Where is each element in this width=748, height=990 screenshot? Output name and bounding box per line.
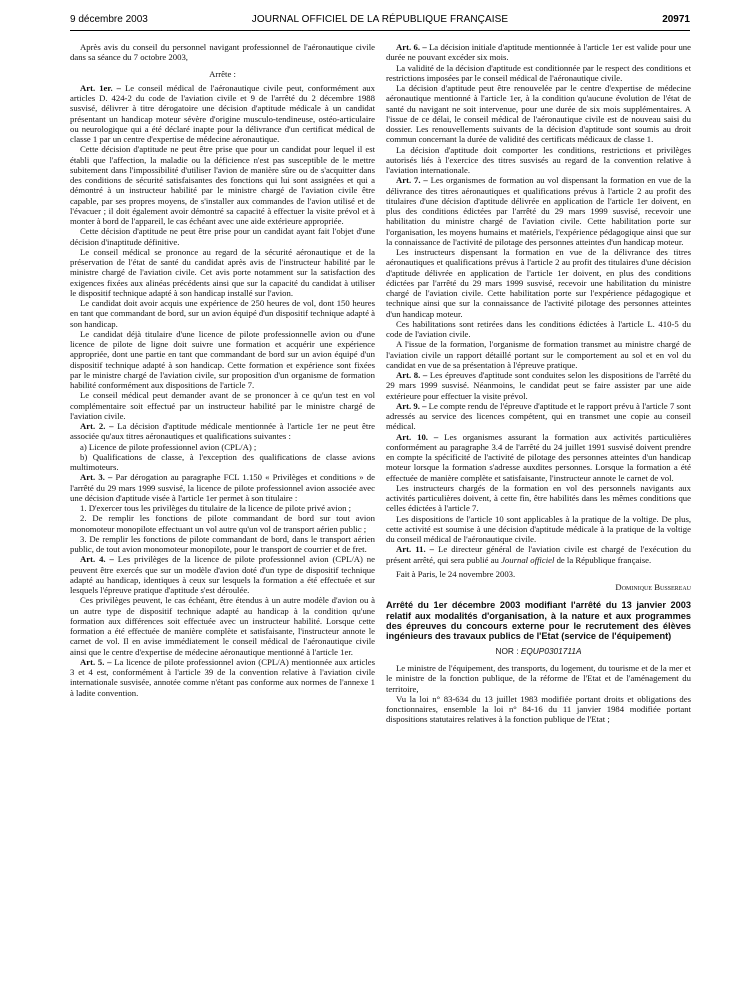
article-8 [386,370,691,401]
arrete-heading: Arrête : [209,68,236,79]
article-10-paragraph-2: Les instructeurs chargés de la formation en vol des personnels navigants aux activités particulières doivent, à cette fin, être habilités dans les mêmes conditions que celles édictées à l'article 7. [386,482,691,514]
article-6-text: La décision initiale d'aptitude mentionnée à l'article 1er est valide pour une durée ne pouvant excéder six mois. [386,42,691,63]
minister-signature [386,582,691,592]
visa-law: Vu la loi n° 83-634 du 13 juillet 1983 modifiée portant droits et obligations des fonctionnaires, ensemble la loi n° 84-16 du 11 janvier 1984 modifiée portant dispositions statutaires relatives à la fonction publique de l'Etat ; [386,693,691,725]
article-1-paragraph-6: Le candidat déjà titulaire d'une licence de pilote professionnelle avion ou d'une licence de pilote de ligne doit suivre une formation et acquérir une expérience appropriée, dont une partie en tant que commandant de bord sur un avion équipé d'un dispositif technique adapté à son handicap. Cette formation et expérience sont fixées par le ministre chargé de l'aviation civile, sur proposition d'un organisme de formation habilité conformément aux dispositions de l'article 7. [70,328,375,390]
decree-title: Arrêté du 1er décembre 2003 modifiant l'arrêté du 13 janvier 2003 relatif aux modalités d'organisation, à la nature et aux programmes des épreuves du concours externe pour le recrutement des élèves ingénieurs des travaux publics de l'Etat (service de l'équipement) [386,600,691,642]
article-11-text-2: de la République française. [554,554,652,565]
article-5 [70,657,375,698]
header-date: 9 décembre 2003 [70,14,148,25]
article-2-item-b: b) Qualifications de classe, à l'exception des qualifications de classe avions multimoteurs. [70,451,375,472]
nor-label: NOR : [495,645,521,656]
article-7-paragraph-3: Ces habilitations sont retirées dans les conditions édictées à l'article L. 410-5 du code de l'aviation civile. [386,318,691,339]
article-6-paragraph-4: La décision d'aptitude doit comporter les conditions, restrictions et privilèges autorisés liés à l'exercice des titres susvisés au regard de la convention relative à l'aviation internationale. [386,144,691,175]
article-6-paragraph-2: La validité de la décision d'aptitude est conditionnée par le respect des conditions et restrictions imposées par le conseil médical de l'aéronautique civile. [386,62,691,83]
nor-code: EQUP0301711A [520,645,582,656]
article-5-text: La licence de pilote professionnel avion (CPL/A) mentionnée aux articles 3 et 4 est, conformément à l'article 39 de la convention relative à l'aviation civile internationale susvisée, annotée comme n'étant pas conforme aux normes de l'annexe 1 à ladite convention. [70,656,375,698]
article-3-item-3: 3. De remplir les fonctions de pilote commandant de bord, dans le transport aérien public, de tout avion monomoteur monopilote, pour le transport de courrier et de fret. [70,533,375,554]
article-7-text: Les organismes de formation au vol dispensant la formation en vue de la délivrance des titres aéronautiques et qualifications prévus à l'article 2 au profit des titulaires d'une décision d'aptitude délivrée en application de l'article 1er doivent, en plus des conditions édictées par l'arrêté du 29 mars 1999 susvisé, recevoir une habilitation du ministre chargé de l'aviation civile. Cette habilitation porte sur l'organisation, les moyens humains et matériels, l'expérience pédagogique ainsi que sur la connaissance de l'activité de pilotage des personnes atteintes d'un handicap moteur. [386,175,691,247]
signature-name: Dominique Bussereau [615,582,691,592]
article-4 [70,554,375,595]
article-3-item-1: 1. D'exercer tous les privilèges du titulaire de la licence de pilote privé avion ; [80,503,352,513]
article-11-label: Art. 11. – [396,544,435,555]
article-1-label: Art. 1er. – [80,82,121,93]
article-1-text: Le conseil médical de l'aéronautique civile peut, conformément aux articles D. 424-2 du code de l'aviation civile et 9 de l'arrêté du 2 décembre 1988 susvisé, délivrer à titre dérogatoire une décision d'aptitude médicale à un candidat présentant un handicap moteur sévère d'origine musculo-tendineuse, ostéo-articulaire ou neurologique qui a été déclaré inapte pour la délivrance d'un certificat médical de classe 1 par un centre d'expertise de médecine aéronautique. [70,82,375,144]
nor-reference [386,646,691,656]
article-2 [70,421,375,442]
article-9 [386,401,691,432]
article-8-text: Les épreuves d'aptitude sont conduites selon les dispositions de l'arrêté du 29 mars 1999 susvisé. Néanmoins, le candidat peut se faire assister par une aide extérieure pour effectuer la visite prévol. [386,370,691,401]
article-4-label: Art. 4. – [80,554,114,565]
article-1-paragraph-4: Le conseil médical se prononce au regard de la sécurité aéronautique et de la préservation de l'état de santé du candidat après avis de l'instructeur habilité par le ministre chargé de l'aviation civile. Cet avis porte notamment sur la satisfaction des exigences fixées aux alinéas précédents ainsi que sur la capacité du candidat à utiliser le dispositif technique adapté à son handicap installé sur l'avion. [70,246,375,298]
article-7-label: Art. 7. – [396,175,428,186]
article-10-text: Les organismes assurant la formation aux activités particulières conformément au paragraphe 3.4 de l'arrêté du 24 juillet 1991 susvisé doivent prendre en compte la spécificité de l'activité de pilotage des personnes atteintes d'un handicap moteur lorsque la formation s'adresse auxdites personnes. Lorsque la formation a été effectuée de manière complète et satisfaisante, l'instructeur annote le carnet de vol. [386,431,691,483]
article-6 [386,42,691,63]
article-4-text: Les privilèges de la licence de pilote professionnel avion (CPL/A) ne peuvent être exercés que sur un modèle d'avion doté d'un type de dispositif technique adapté au handicap, identiques à ceux sur lesquels la formation a été effectuée et sur lesquels l'épreuve pratique d'aptitude s'est déroulée. [70,554,375,595]
article-2-text: La décision d'aptitude médicale mentionnée à l'article 1er ne peut être associée qu'aux titres aéronautiques et qualifications suivantes : [70,421,375,442]
article-7-paragraph-4: A l'issue de la formation, l'organisme de formation transmet au ministre chargé de l'aviation civile un rapport détaillé portant sur le comportement au sol et en vol du candidat en vue de sa présentation à l'épreuve pratique. [386,339,691,370]
article-8-label: Art. 8. – [396,370,428,380]
article-3-item-2: 2. De remplir les fonctions de pilote commandant de bord sur tout avion monomoteur monopilote effectuant un vol autre qu'un vol de transport aérien public ; [70,513,375,534]
journal-officiel-italic: Journal officiel [501,554,555,565]
left-column [70,42,375,698]
article-10-label: Art. 10. – [396,431,439,442]
article-1-paragraph-7: Le conseil médical peut demander avant de se prononcer à ce qu'un test en vol complémentaire soit effectué par un instructeur habilité par le ministre chargé de l'aviation civile. [70,390,375,421]
article-6-paragraph-3: La décision d'aptitude peut être renouvelée par le centre d'expertise de médecine aéronautique mentionné à l'article 1er, à la condition qu'aucune évolution de l'état de santé du navigant ne soit intervenue, pour une durée de six mois supplémentaires. A l'issue de ce délai, le conseil médical de l'aéronautique civile est de nouveau saisi du dossier. Les renouvellements suivants de la décision d'aptitude sont soumis au droit commun concernant la durée de validité des certificats médicaux de classe 1. [386,83,691,145]
article-3-label: Art. 3. – [80,472,113,483]
article-3-text: Par dérogation au paragraphe FCL 1.150 « Privilèges et conditions » de l'arrêté du 29 mars 1999 susvisé, la licence de pilote professionnel avion associée avec une décision d'aptitude visée à l'article 1er permet à son titulaire : [70,472,375,503]
done-at-paris: Fait à Paris, le 24 novembre 2003. [396,568,516,579]
article-5-label: Art. 5. – [80,656,112,667]
article-9-label: Art. 9. – [396,400,427,411]
header-rule [70,30,690,31]
article-1-paragraph-5: Le candidat doit avoir acquis une expérience de 250 heures de vol, dont 150 heures en tant que commandant de bord, sur un avion équipé d'un dispositif technique adapté à son handicap. [70,298,375,329]
article-2-item-a: a) Licence de pilote professionnel avion (CPL/A) ; [80,441,257,452]
article-1-paragraph-2: Cette décision d'aptitude ne peut être prise que pour un candidat pour lequel il est établi que l'affection, la maladie ou la déficience n'est pas susceptible de le mettre subitement dans l'impossibilité d'utiliser l'avion de manière sûre ou de s'acquitter dans des conditions de sécurité satisfaisantes des fonctions qui lui sont assignées et qui a démontré à un instructeur habilité par le ministre chargé de l'aviation civile être capable, par ses propres moyens, de s'installer aux commandes de l'avion utilisé et de l'évacuer ; il doit également avoir démontré sa capacité à effectuer la visite prévol et à monter à bord de l'appareil, le cas échéant avec une aide extérieure appropriée. [70,144,375,226]
article-1 [70,83,375,145]
article-10 [386,432,691,483]
page-number: 20971 [662,14,690,25]
page-header [70,14,690,28]
article-3 [70,472,375,503]
article-6-label: Art. 6. – [396,42,427,52]
article-11 [386,544,691,565]
journal-title: JOURNAL OFFICIEL DE LA RÉPUBLIQUE FRANÇAISE [251,14,509,25]
article-11-text-1: Le directeur général de l'aviation civile est chargé de l'exécution du présent arrêté, qui sera publié au [386,544,691,565]
article-4-paragraph-2: Ces privilèges peuvent, le cas échéant, être étendus à un autre modèle d'avion ou à un autre type de dispositif technique adapté au handicap à la condition qu'une formation aux différences soit effectuée avec un instructeur habilité. Lorsque cette formation a été effectuée de manière complète et satisfaisante, l'instructeur annote le carnet de vol. Il en avise immédiatement le conseil médical de l'aéronautique civile ainsi que le centre d'expertise de médecine aéronautique mentionné à l'article 1er. [70,595,375,657]
right-column [386,42,691,725]
article-7-paragraph-2: Les instructeurs dispensant la formation en vue de la délivrance des titres aéronautiques et qualifications prévus à l'article 2 au profit des titulaires d'une décision d'aptitude délivrée en application de l'article 1er doivent, en plus des conditions édictées par l'arrêté du 29 mars 1999 susvisé, recevoir une habilitation du ministre chargé de l'aviation civile. Cette habilitation porte sur l'expérience pédagogique et technique ainsi que sur la connaissance de l'activité pilotage des personnes atteintes d'un handicap moteur. [386,247,691,319]
article-9-text: Le compte rendu de l'épreuve d'aptitude et le rapport prévu à l'article 7 sont adressés au service des licences compétent, qui en transmet une copie au conseil médical. [386,400,691,432]
article-7 [386,175,691,247]
preamble-paragraph: Après avis du conseil du personnel navigant professionnel de l'aéronautique civile dans sa séance du 7 octobre 2003, [70,42,375,63]
article-2-label: Art. 2. – [80,421,114,431]
article-1-paragraph-3: Cette décision d'aptitude ne peut être prise pour un candidat ayant fait l'objet d'une décision d'inaptitude définitive. [70,226,375,247]
article-10-paragraph-3: Les dispositions de l'article 10 sont applicables à la pratique de la voltige. De plus, cette activité est soumise à une décision d'aptitude médicale à la pratique de la voltige du conseil médical de l'aéronautique civile. [386,513,691,544]
ministers-preamble: Le ministre de l'équipement, des transports, du logement, du tourisme et de la mer et le ministre de la fonction publique, de la réforme de l'Etat et de l'aménagement du territoire, [386,663,691,694]
